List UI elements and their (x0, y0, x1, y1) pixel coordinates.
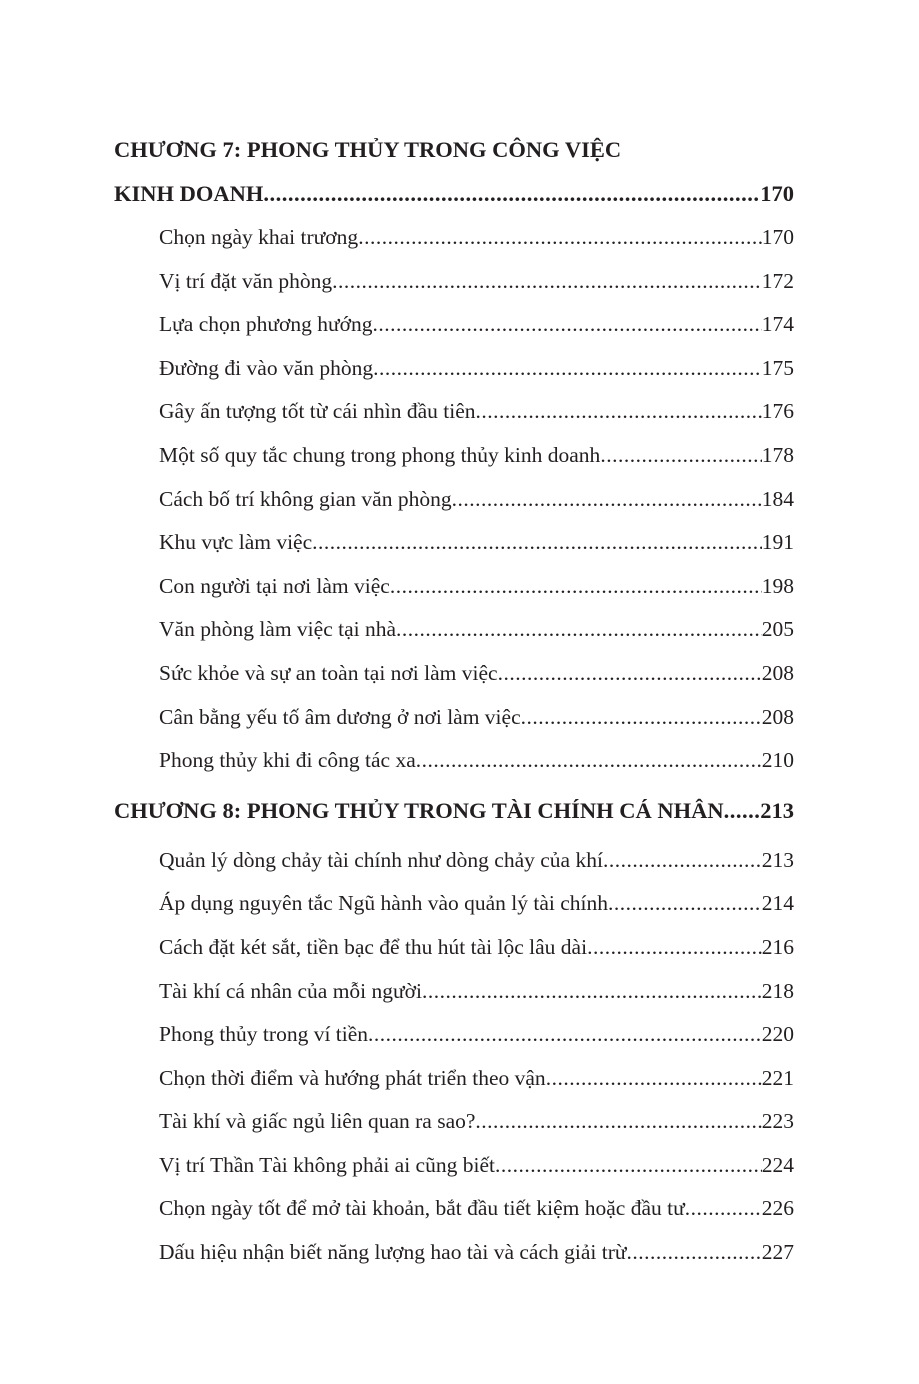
chapter-8-heading[interactable] (114, 789, 794, 833)
toc-entry-page: 227 (761, 1240, 794, 1265)
toc-entry-label: Phong thủy trong ví tiền (159, 1022, 369, 1047)
dot-leader (608, 882, 762, 926)
toc-entry-page: 208 (761, 704, 794, 729)
toc-entry-label: Khu vực làm việc (159, 530, 313, 555)
chapter-7-title-line2: KINH DOANH (114, 181, 264, 206)
dot-leader (724, 789, 761, 833)
toc-entry-page: 205 (761, 617, 794, 642)
toc-entry-label: Áp dụng nguyên tắc Ngũ hành vào quản lý tài chính (159, 891, 609, 916)
chapter-7-heading[interactable] (114, 172, 794, 216)
chapter-7-page: 170 (760, 181, 794, 206)
dot-leader (452, 478, 762, 522)
toc-entry-page: 226 (761, 1196, 794, 1221)
toc-entry-page: 198 (761, 573, 794, 598)
toc-entry-page: 213 (761, 847, 794, 872)
toc-entry[interactable] (114, 652, 794, 696)
toc-entry-label: Phong thủy khi đi công tác xa (159, 748, 416, 773)
toc-entry-label: Vị trí Thần Tài không phải ai cũng biết (159, 1152, 495, 1177)
dot-leader (422, 970, 762, 1014)
toc-entry-page: 214 (761, 891, 794, 916)
dot-leader (495, 1144, 762, 1188)
toc-entry-page: 221 (761, 1065, 794, 1090)
toc-entry[interactable] (114, 608, 794, 652)
toc-entry[interactable] (114, 260, 794, 304)
toc-entry[interactable] (114, 565, 794, 609)
toc-entry-label: Cân bằng yếu tố âm dương ở nơi làm việc (159, 704, 521, 729)
dot-leader (603, 839, 762, 883)
toc-entry-label: Tài khí và giấc ngủ liên quan ra sao? (159, 1109, 476, 1134)
toc-entry-label: Cách bố trí không gian văn phòng (159, 486, 452, 511)
toc-entry-label: Dấu hiệu nhận biết năng lượng hao tài và cách giải trừ (159, 1240, 627, 1265)
toc-entry-page: 172 (761, 268, 794, 293)
toc-entry[interactable] (114, 478, 794, 522)
toc-entry[interactable] (114, 926, 794, 970)
toc-entry[interactable] (114, 739, 794, 783)
toc-entry-label: Đường đi vào văn phòng (159, 355, 374, 380)
dot-leader (627, 1231, 762, 1275)
dot-leader (332, 260, 762, 304)
dot-leader (498, 652, 762, 696)
toc-entry-label: Tài khí cá nhân của mỗi người (159, 978, 423, 1003)
dot-leader (600, 434, 761, 478)
toc-entry[interactable] (114, 1013, 794, 1057)
table-of-contents (114, 128, 794, 1275)
toc-entry-label: Một số quy tắc chung trong phong thủy kinh doanh (159, 442, 601, 467)
toc-entry-label: Quản lý dòng chảy tài chính như dòng chảy của khí (159, 847, 603, 872)
toc-entry-page: 176 (761, 399, 794, 424)
dot-leader (263, 172, 760, 216)
dot-leader (587, 926, 762, 970)
toc-entry-page: 210 (761, 748, 794, 773)
toc-entry[interactable] (114, 1144, 794, 1188)
toc-entry-label: Văn phòng làm việc tại nhà (159, 617, 397, 642)
dot-leader (312, 521, 762, 565)
chapter-8-page: 213 (760, 797, 794, 823)
toc-entry[interactable] (114, 347, 794, 391)
dot-leader (685, 1187, 762, 1231)
toc-entry[interactable] (114, 521, 794, 565)
toc-entry[interactable] (114, 882, 794, 926)
dot-leader (373, 303, 762, 347)
toc-entry[interactable] (114, 1187, 794, 1231)
toc-entry-page: 184 (761, 486, 794, 511)
toc-entry[interactable] (114, 1231, 794, 1275)
dot-leader (358, 216, 762, 260)
toc-entry-label: Sức khỏe và sự an toàn tại nơi làm việc (159, 660, 498, 685)
toc-entry-label: Vị trí đặt văn phòng (159, 268, 333, 293)
toc-entry-page: 218 (761, 978, 794, 1003)
toc-entry-label: Chọn thời điểm và hướng phát triển theo vận (159, 1065, 546, 1090)
dot-leader (368, 1013, 762, 1057)
toc-entry[interactable] (114, 390, 794, 434)
toc-entry[interactable] (114, 434, 794, 478)
dot-leader (373, 347, 762, 391)
toc-entry[interactable] (114, 1100, 794, 1144)
toc-entry-page: 223 (761, 1109, 794, 1134)
dot-leader (416, 739, 762, 783)
toc-entry[interactable] (114, 839, 794, 883)
toc-entry-page: 178 (761, 442, 794, 467)
dot-leader (476, 390, 762, 434)
toc-entry-page: 191 (761, 530, 794, 555)
toc-entry-label: Con người tại nơi làm việc (159, 573, 390, 598)
chapter-7-title-line1: CHƯƠNG 7: PHONG THỦY TRONG CÔNG VIỆC (114, 137, 622, 162)
toc-entry-label: Lựa chọn phương hướng (159, 312, 373, 337)
toc-entry-page: 208 (761, 660, 794, 685)
toc-entry[interactable] (114, 696, 794, 740)
toc-entry[interactable] (114, 970, 794, 1014)
dot-leader (396, 608, 762, 652)
dot-leader (521, 696, 762, 740)
toc-entry-page: 220 (761, 1022, 794, 1047)
toc-entry-label: Gây ấn tượng tốt từ cái nhìn đầu tiên (159, 399, 476, 424)
toc-entry-page: 174 (761, 312, 794, 337)
chapter-8-title: CHƯƠNG 8: PHONG THỦY TRONG TÀI CHÍNH CÁ NHÂN (114, 797, 724, 823)
toc-entry[interactable] (114, 303, 794, 347)
toc-entry-label: Chọn ngày khai trương (159, 225, 359, 249)
dot-leader (390, 565, 762, 609)
toc-entry-page: 216 (761, 934, 794, 959)
toc-entry-label: Chọn ngày tốt để mở tài khoản, bắt đầu tiết kiệm hoặc đầu tư (159, 1196, 685, 1221)
toc-entry[interactable] (114, 216, 794, 260)
dot-leader (475, 1100, 761, 1144)
toc-entry-label: Cách đặt két sắt, tiền bạc để thu hút tài lộc lâu dài (159, 934, 588, 959)
toc-entry-page: 175 (761, 355, 794, 380)
dot-leader (546, 1057, 762, 1101)
toc-entry-page: 170 (761, 225, 794, 249)
toc-entry-page: 224 (761, 1152, 794, 1177)
toc-entry[interactable] (114, 1057, 794, 1101)
